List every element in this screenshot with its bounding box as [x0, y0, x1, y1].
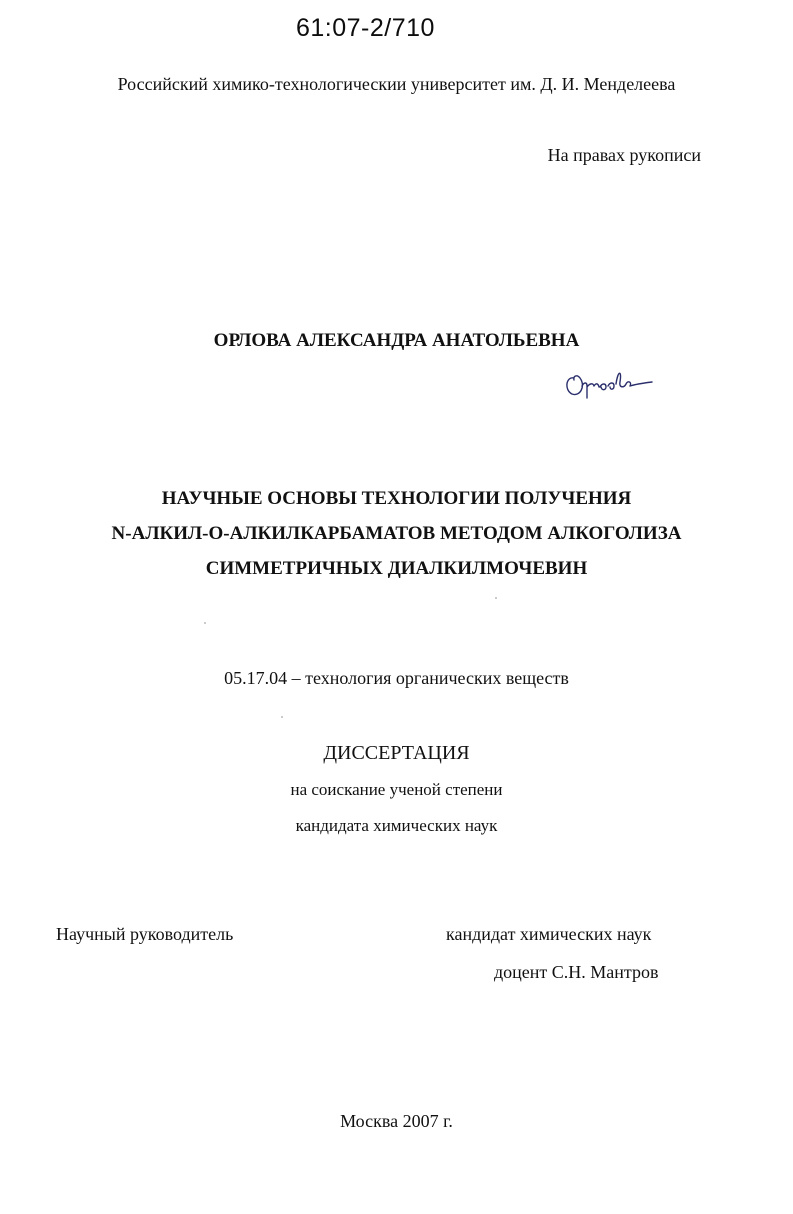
- scan-speck: [204, 622, 206, 624]
- rights-note: На правах рукописи: [547, 145, 701, 165]
- title-line-3: СИММЕТРИЧНЫХ ДИАЛКИЛМОЧЕВИН: [205, 558, 588, 579]
- title-line-1: НАУЧНЫЕ ОСНОВЫ ТЕХНОЛОГИИ ПОЛУЧЕНИЯ: [161, 488, 632, 509]
- work-type: ДИССЕРТАЦИЯ: [323, 742, 470, 764]
- supervisor-label: Научный руководитель: [56, 924, 234, 944]
- degree-line-1: на соискание ученой степени: [290, 780, 503, 799]
- scan-speck: [281, 716, 283, 718]
- scan-speck: [495, 597, 497, 599]
- catalog-stamp: 61:07-2/710: [296, 14, 435, 42]
- author-name: ОРЛОВА АЛЕКСАНДРА АНАТОЛЬЕВНА: [213, 330, 580, 351]
- supervisor-name: доцент С.Н. Мантров: [494, 962, 659, 982]
- degree-line-2: кандидата химических наук: [295, 816, 498, 835]
- specialty-code: 05.17.04 – технология органических веществ: [224, 668, 569, 688]
- handwritten-signature: [560, 356, 660, 406]
- dissertation-title: [0, 481, 793, 586]
- supervisor-degree: кандидат химических наук: [446, 924, 652, 944]
- university-name: Российский химико-технологическии университет им. Д. И. Менделеева: [117, 74, 676, 94]
- city-year: Москва 2007 г.: [340, 1111, 453, 1131]
- title-line-2: N-АЛКИЛ-О-АЛКИЛКАРБАМАТОВ МЕТОДОМ АЛКОГОЛИЗА: [111, 523, 682, 544]
